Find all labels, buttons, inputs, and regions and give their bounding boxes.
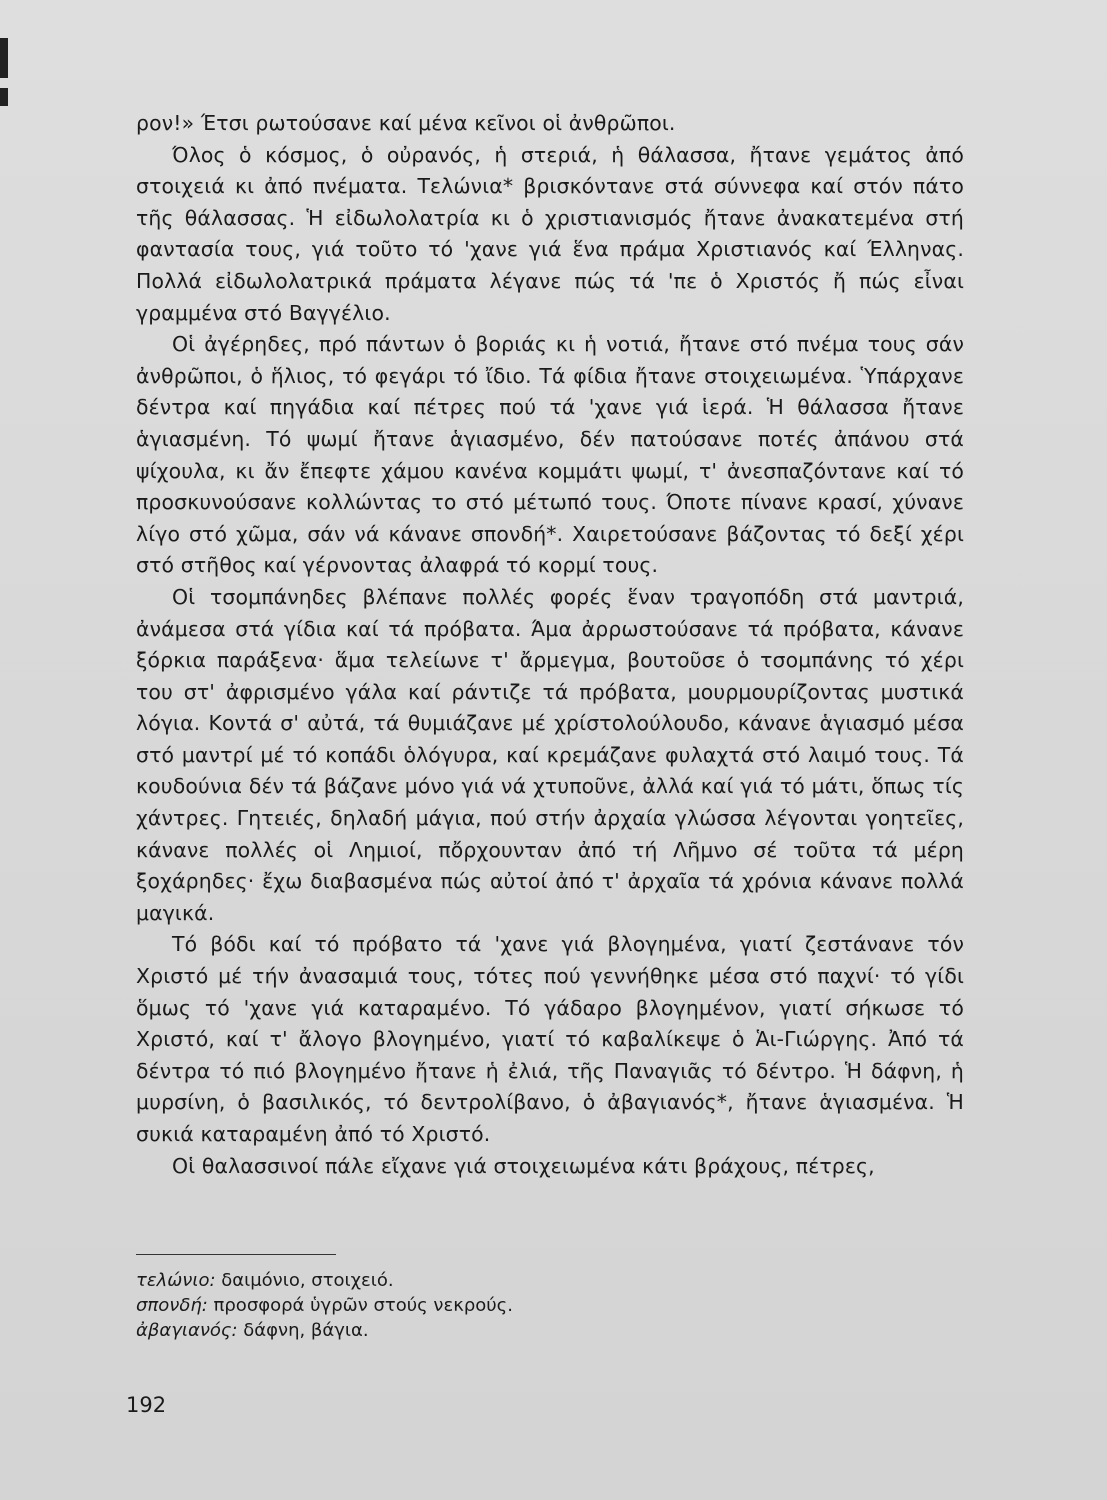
footnote-term: ἀβαγιανός: bbox=[136, 1320, 238, 1341]
footnote bbox=[136, 1268, 836, 1293]
footnotes bbox=[136, 1268, 836, 1343]
paragraph: Τό βόδι καί τό πρόβατο τά 'χανε γιά βλογημένα, γιατί ζεστάνανε τόν Χριστό μέ τήν ἀνασαμιά τους, τότες πού γεννήθηκε μέσα στό παχνί· τό γίδι ὅμως τό 'χανε γιά καταραμένο. Τό γάδαρο βλογημένον, γιατί σήκωσε τό Χριστό, καί τ' ἄλογο βλογημένο, γιατί τό καβαλίκεψε ὁ Ἁι-Γιώργης. Ἀπό τά δέντρα τό πιό βλογημένο ἤτανε ἡ ἐλιά, τῆς Παναγιᾶς τό δέντρο. Ἡ δάφνη, ἡ μυρσίνη, ὁ βασιλικός, τό δεντρολίβανο, ὁ ἀβαγιανός*, ἤτανε ἁγιασμένα. Ἡ συκιά καταραμένη ἀπό τό Χριστό. bbox=[136, 932, 964, 1146]
paragraph: ρον!» Έτσι ρωτούσανε καί μένα κεῖνοι οἱ ἀνθρῶποι. bbox=[136, 111, 676, 135]
footnote-definition: δαιμόνιο, στοιχειό. bbox=[221, 1270, 394, 1291]
footnote-term: τελώνιο: bbox=[136, 1270, 216, 1291]
footnote-definition: δάφνη, βάγια. bbox=[243, 1320, 369, 1341]
footnote bbox=[136, 1293, 836, 1318]
footnote-term: σπονδή: bbox=[136, 1295, 208, 1316]
scan-edge-mark bbox=[0, 88, 8, 106]
page-number: 192 bbox=[126, 1393, 167, 1417]
footnote bbox=[136, 1318, 836, 1343]
paragraph: Όλος ὁ κόσμος, ὁ οὐρανός, ἡ στεριά, ἡ θάλασσα, ἤτανε γεμάτος ἀπό στοιχειά κι ἀπό πνέματα. Τελώνια* βρισκόντανε στά σύννεφα καί στόν πάτο τῆς θάλασσας. Ἡ εἰδωλολατρία κι ὁ χριστιανισμός ἤτανε ἀνακατεμένα στή φαντασία τους, γιά τοῦτο τό 'χανε γιά ἕνα πράμα Χριστιανός καί Έλληνας. Πολλά εἰδωλολατρικά πράματα λέγανε πώς τά 'πε ὁ Χριστός ἤ πώς εἶναι γραμμένα στό Βαγγέλιο. bbox=[136, 142, 964, 325]
paragraph: Οἱ θαλασσινοί πάλε εἴχανε γιά στοιχειωμένα κάτι βράχους, πέτρες, bbox=[172, 1153, 875, 1178]
main-text bbox=[136, 108, 964, 1182]
paragraph: Οἱ ἀγέρηδες, πρό πάντων ὁ βοριάς κι ἡ νοτιά, ἤτανε στό πνέμα τους σάν ἀνθρῶποι, ὁ ἥλιος, τό φεγάρι τό ἴδιο. Τά φίδια ἤτανε στοιχειωμένα. Ὑπάρχανε δέντρα καί πηγάδια καί πέτρες πού τά 'χανε γιά ἱερά. Ἡ θάλασσα ἤτανε ἁγιασμένη. Τό ψωμί ἤτανε ἁγιασμένο, δέν πατούσανε ποτές ἀπάνου στά ψίχουλα, κι ἄν ἔπεφτε χάμου κανένα κομμάτι ψωμί, τ' ἀνεσπαζόντανε καί τό προσκυνούσανε κολλώντας το στό μέτωπό τους. Όποτε πίνανε κρασί, χύνανε λίγο στό χῶμα, σάν νά κάνανε σπονδή*. Χαιρετούσανε βάζοντας τό δεξί χέρι στό στῆθος καί γέρνοντας ἀλαφρά τό κορμί τους. bbox=[136, 332, 964, 578]
footnote-definition: προσφορά ὑγρῶν στούς νεκρούς. bbox=[213, 1295, 513, 1316]
footnote-divider bbox=[136, 1254, 336, 1255]
paragraph: Οἱ τσομπάνηδες βλέπανε πολλές φορές ἕναν τραγοπόδη στά μαντριά, ἀνάμεσα στά γίδια καί τά πρόβατα. Άμα ἀρρωστούσανε τά πρόβατα, κάνανε ξόρκια παράξενα· ἅμα τελείωνε τ' ἄρμεγμα, βουτοῦσε ὁ τσομπάνης τό χέρι του στ' ἀφρισμένο γάλα καί ράντιζε τά πρόβατα, μουρμουρίζοντας μυστικά λόγια. Κοντά σ' αὐτά, τά θυμιάζανε μέ χρίστολούλουδο, κάνανε ἁγιασμό μέσα στό μαντρί μέ τό κοπάδι ὁλόγυρα, καί κρεμάζανε φυλαχτά στό λαιμό τους. Τά κουδούνια δέν τά βάζανε μόνο γιά νά χτυποῦνε, ἀλλά καί γιά τό μάτι, ὅπως τίς χάντρες. Γητειές, δηλαδή μάγια, πού στήν ἀρχαία γλώσσα λέγονται γοητεῖες, κάνανε πολλές οἱ Λημιοί, πὄρχουνταν ἀπό τή Λῆμνο σέ τοῦτα τά μέρη ξοχάρηδες· ἔχω διαβασμένα πώς αὐτοί ἀπό τ' ἀρχαῖα τά χρόνια κάνανε πολλά μαγικά. bbox=[136, 584, 964, 925]
scan-edge-mark bbox=[0, 38, 8, 78]
